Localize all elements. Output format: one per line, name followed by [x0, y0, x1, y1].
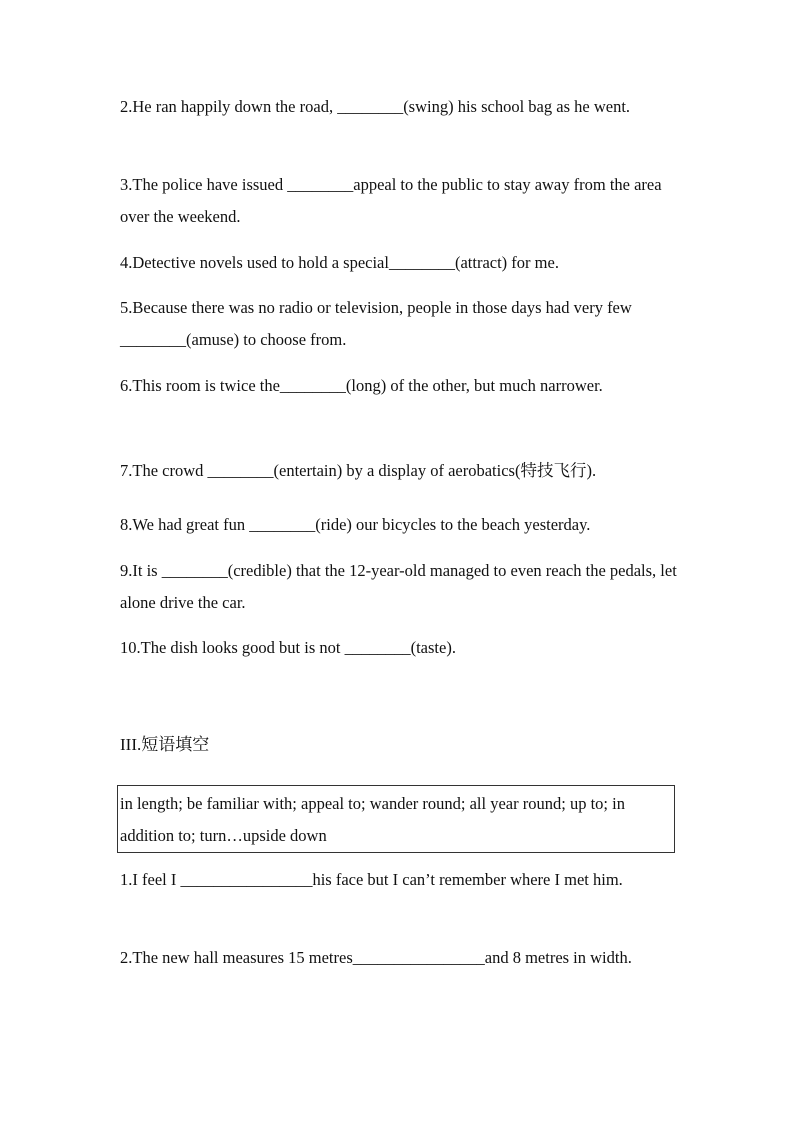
- exercise-item-3: 3.The police have issued ________appeal to the public to stay away from the area over the weekend.: [120, 175, 662, 226]
- exercise-item-4: 4.Detective novels used to hold a special________(attract) for me.: [120, 253, 559, 272]
- exercise-item-6: 6.This room is twice the________(long) of the other, but much narrower.: [120, 376, 603, 395]
- exercise-item-9: 9.It is ________(credible) that the 12-year-old managed to even reach the pedals, let alone drive the car.: [120, 561, 677, 612]
- exercise-item-10: 10.The dish looks good but is not ________(taste).: [120, 638, 456, 657]
- exercise-item-5: 5.Because there was no radio or television, people in those days had very few ________(amuse) to choose from.: [120, 298, 632, 349]
- exercise-item-7: 7.The crowd ________(entertain) by a display of aerobatics(特技飞行).: [120, 461, 597, 480]
- section-heading: III.短语填空: [120, 735, 210, 754]
- phrase-box: [117, 785, 675, 853]
- phrase-list: in length; be familiar with; appeal to; wander round; all year round; up to; in addition to; turn…upside down: [120, 794, 625, 845]
- phrase-exercise-item-2: 2.The new hall measures 15 metres________________and 8 metres in width.: [120, 948, 632, 967]
- phrase-exercise-item-1: 1.I feel I ________________his face but I can’t remember where I met him.: [120, 870, 623, 889]
- exercise-item-8: 8.We had great fun ________(ride) our bicycles to the beach yesterday.: [120, 515, 591, 534]
- exercise-item-2: 2.He ran happily down the road, ________(swing) his school bag as he went.: [120, 97, 631, 116]
